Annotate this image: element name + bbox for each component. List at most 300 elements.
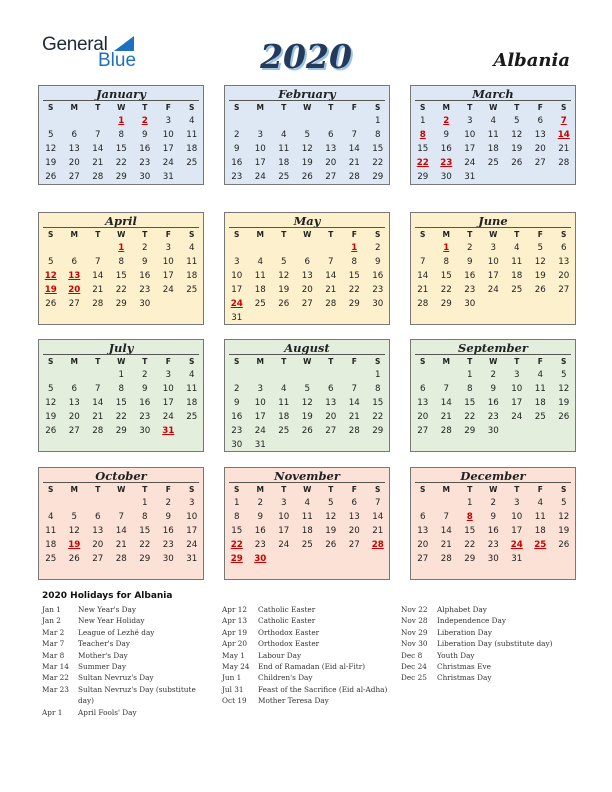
day-cell: 12 (45, 144, 57, 154)
day-cell: 18 (278, 412, 290, 422)
weekday-label: S (561, 230, 567, 239)
day-cell: 2 (141, 243, 148, 253)
day-cell: 28 (440, 426, 452, 436)
holiday-name: End of Ramadan (Eid al-Fitr) (258, 662, 366, 672)
day-cell: 13 (68, 144, 80, 154)
weekday-label: S (189, 357, 195, 366)
day-cell: 4 (537, 370, 544, 380)
holiday-entry (42, 650, 212, 661)
day-cell: 6 (419, 384, 426, 394)
holiday-day-cell: 22 (230, 540, 243, 550)
weekday-label: T (142, 357, 148, 366)
holiday-day-cell: 8 (466, 512, 473, 522)
day-cell: 10 (254, 398, 266, 408)
holiday-name: New Year Holiday (78, 616, 145, 626)
day-cell: 6 (71, 130, 78, 140)
holiday-day-cell: 8 (419, 130, 426, 140)
day-cell: 16 (231, 158, 243, 168)
day-cell: 6 (419, 512, 426, 522)
day-cell: 19 (278, 285, 290, 295)
day-cell: 28 (92, 426, 104, 436)
day-cell: 20 (417, 412, 429, 422)
weekday-label: T (328, 103, 334, 112)
day-cell: 25 (278, 426, 290, 436)
day-cell: 27 (534, 158, 546, 168)
holiday-day-cell: 29 (230, 554, 243, 564)
holiday-date: Mar 22 (42, 673, 69, 683)
day-cell: 13 (534, 130, 546, 140)
day-cell: 14 (348, 144, 360, 154)
day-cell: 16 (139, 271, 151, 281)
holiday-date: May 1 (222, 650, 245, 660)
day-cell: 25 (487, 158, 499, 168)
day-cell: 1 (141, 498, 148, 508)
weekday-label: T (328, 485, 334, 494)
day-cell: 5 (560, 498, 567, 508)
holiday-date: Nov 29 (401, 627, 428, 637)
day-cell: 28 (115, 554, 127, 564)
month-divider (43, 227, 199, 228)
day-cell: 8 (118, 384, 125, 394)
day-cell: 21 (92, 285, 104, 295)
holiday-date: Oct 19 (222, 696, 247, 706)
day-cell: 28 (92, 299, 104, 309)
day-cell: 29 (348, 299, 360, 309)
day-cell: 22 (372, 412, 384, 422)
weekday-label: T (281, 357, 287, 366)
day-cell: 25 (186, 158, 198, 168)
weekday-label: S (420, 357, 426, 366)
month-july (38, 339, 204, 452)
month-divider (415, 227, 571, 228)
day-cell: 22 (115, 285, 127, 295)
month-divider (229, 227, 385, 228)
weekday-label: F (165, 230, 171, 239)
day-cell: 6 (71, 384, 78, 394)
day-cell: 4 (188, 243, 195, 253)
weekday-label: S (561, 357, 567, 366)
day-cell: 23 (254, 540, 266, 550)
holiday-day-cell: 2 (443, 116, 450, 126)
day-cell: 15 (231, 526, 243, 536)
day-cell: 22 (115, 412, 127, 422)
day-cell: 8 (141, 512, 148, 522)
weekday-label: F (537, 230, 543, 239)
day-cell: 30 (487, 554, 499, 564)
weekday-label: F (165, 103, 171, 112)
day-cell: 19 (301, 412, 313, 422)
weekday-label: T (467, 230, 473, 239)
day-cell: 26 (301, 426, 313, 436)
day-cell: 11 (487, 130, 499, 140)
day-cell: 19 (558, 526, 570, 536)
holiday-name: Orthodox Easter (258, 627, 320, 637)
day-cell: 18 (186, 144, 198, 154)
holiday-day-cell: 30 (254, 554, 267, 564)
day-cell: 10 (162, 257, 174, 267)
day-cell: 18 (278, 158, 290, 168)
day-cell: 13 (348, 512, 360, 522)
day-cell: 23 (139, 285, 151, 295)
holiday-day-cell: 13 (68, 271, 81, 281)
holiday-date: Mar 23 (42, 684, 69, 694)
day-cell: 24 (186, 540, 198, 550)
day-cell: 2 (141, 370, 148, 380)
day-cell: 6 (327, 130, 334, 140)
month-april (38, 212, 204, 325)
day-cell: 15 (464, 526, 476, 536)
day-cell: 12 (534, 257, 546, 267)
day-cell: 19 (558, 398, 570, 408)
day-cell: 10 (254, 144, 266, 154)
day-cell: 19 (301, 158, 313, 168)
holiday-date: Apr 1 (42, 707, 63, 717)
weekday-label: S (420, 103, 426, 112)
day-cell: 28 (558, 158, 570, 168)
day-cell: 5 (280, 257, 287, 267)
weekday-label: M (442, 357, 450, 366)
day-cell: 15 (417, 144, 429, 154)
weekday-label: T (467, 103, 473, 112)
holiday-name: Labour Day (258, 650, 302, 660)
weekday-label: S (420, 485, 426, 494)
day-cell: 7 (94, 384, 101, 394)
day-cell: 20 (68, 158, 80, 168)
day-cell: 18 (186, 398, 198, 408)
month-title: June (478, 214, 508, 228)
day-cell: 14 (92, 271, 104, 281)
holiday-date: Dec 8 (401, 650, 423, 660)
day-cell: 16 (139, 144, 151, 154)
day-cell: 30 (139, 426, 151, 436)
day-cell: 7 (94, 257, 101, 267)
month-divider (415, 482, 571, 483)
day-cell: 28 (440, 554, 452, 564)
weekday-label: T (467, 485, 473, 494)
day-cell: 11 (254, 271, 266, 281)
day-cell: 19 (45, 412, 57, 422)
day-cell: 13 (325, 398, 337, 408)
holiday-date: Jan 2 (42, 616, 61, 626)
day-cell: 26 (45, 299, 57, 309)
day-cell: 22 (139, 540, 151, 550)
weekday-label: W (117, 357, 126, 366)
day-cell: 10 (231, 271, 243, 281)
holiday-date: Apr 20 (222, 639, 248, 649)
holiday-entry (401, 638, 571, 649)
day-cell: 23 (231, 426, 243, 436)
weekday-label: T (281, 103, 287, 112)
day-cell: 12 (325, 512, 337, 522)
day-cell: 12 (511, 130, 523, 140)
day-cell: 27 (92, 554, 104, 564)
holiday-day-cell: 7 (560, 116, 567, 126)
month-title: May (293, 214, 321, 228)
day-cell: 14 (92, 398, 104, 408)
day-cell: 4 (257, 257, 264, 267)
month-divider (415, 354, 571, 355)
weekday-label: T (467, 357, 473, 366)
month-divider (415, 100, 571, 101)
day-cell: 25 (186, 412, 198, 422)
day-cell: 6 (304, 257, 311, 267)
month-may (224, 212, 390, 325)
holiday-entry (222, 627, 392, 638)
day-cell: 7 (443, 512, 450, 522)
day-cell: 15 (115, 398, 127, 408)
day-cell: 20 (325, 412, 337, 422)
weekday-label: T (142, 485, 148, 494)
month-divider (229, 354, 385, 355)
day-cell: 15 (372, 144, 384, 154)
day-cell: 7 (94, 130, 101, 140)
day-cell: 6 (94, 512, 101, 522)
day-cell: 26 (511, 158, 523, 168)
day-cell: 30 (162, 554, 174, 564)
holiday-entry (401, 627, 571, 638)
month-title: September (458, 341, 528, 355)
day-cell: 18 (487, 144, 499, 154)
day-cell: 4 (47, 512, 54, 522)
weekday-label: W (303, 103, 312, 112)
day-cell: 4 (304, 498, 311, 508)
day-cell: 26 (45, 426, 57, 436)
month-divider (43, 482, 199, 483)
day-cell: 17 (254, 412, 266, 422)
day-cell: 30 (440, 172, 452, 182)
day-cell: 30 (139, 172, 151, 182)
country-title: Albania (493, 50, 570, 71)
day-cell: 28 (417, 299, 429, 309)
day-cell: 21 (372, 526, 384, 536)
day-cell: 10 (162, 384, 174, 394)
day-cell: 8 (233, 512, 240, 522)
day-cell: 30 (464, 299, 476, 309)
day-cell: 25 (301, 540, 313, 550)
day-cell: 13 (92, 526, 104, 536)
day-cell: 25 (534, 412, 546, 422)
weekday-label: S (234, 230, 240, 239)
holiday-name: Feast of the Sacrifice (Eid al-Adha) (258, 684, 388, 694)
day-cell: 1 (466, 370, 473, 380)
day-cell: 13 (301, 271, 313, 281)
weekday-label: S (48, 485, 54, 494)
day-cell: 19 (45, 158, 57, 168)
day-cell: 31 (254, 440, 266, 450)
month-january (38, 85, 204, 185)
weekday-label: S (561, 485, 567, 494)
day-cell: 21 (440, 540, 452, 550)
day-cell: 20 (417, 540, 429, 550)
day-cell: 5 (327, 498, 334, 508)
day-cell: 30 (372, 299, 384, 309)
weekday-label: W (489, 485, 498, 494)
weekday-label: M (256, 230, 264, 239)
day-cell: 9 (165, 512, 172, 522)
holiday-entry (42, 638, 212, 649)
day-cell: 27 (417, 554, 429, 564)
day-cell: 12 (45, 398, 57, 408)
holiday-day-cell: 1 (118, 116, 125, 126)
day-cell: 11 (186, 130, 198, 140)
weekday-label: F (351, 357, 357, 366)
day-cell: 21 (417, 285, 429, 295)
day-cell: 3 (513, 370, 520, 380)
weekday-label: F (537, 357, 543, 366)
month-divider (229, 100, 385, 101)
weekday-label: F (165, 485, 171, 494)
day-cell: 17 (511, 398, 523, 408)
day-cell: 2 (165, 498, 172, 508)
day-cell: 16 (487, 398, 499, 408)
day-cell: 1 (118, 370, 125, 380)
day-cell: 16 (487, 526, 499, 536)
day-cell: 23 (487, 540, 499, 550)
day-cell: 16 (254, 526, 266, 536)
holiday-name: Sultan Nevruz's Day (78, 673, 154, 683)
day-cell: 27 (558, 285, 570, 295)
day-cell: 30 (231, 440, 243, 450)
day-cell: 8 (466, 384, 473, 394)
day-cell: 2 (490, 370, 497, 380)
holiday-date: Dec 24 (401, 662, 427, 672)
month-title: December (460, 469, 526, 483)
weekday-label: S (420, 230, 426, 239)
day-cell: 26 (45, 172, 57, 182)
weekday-label: S (234, 357, 240, 366)
holiday-name: New Year's Day (78, 605, 137, 614)
day-cell: 23 (372, 285, 384, 295)
day-cell: 26 (534, 285, 546, 295)
holiday-column (42, 604, 212, 718)
day-cell: 31 (464, 172, 476, 182)
day-cell: 31 (186, 554, 198, 564)
holiday-entry (401, 650, 571, 661)
day-cell: 7 (419, 257, 426, 267)
day-cell: 11 (301, 512, 313, 522)
day-cell: 8 (118, 130, 125, 140)
day-cell: 12 (68, 526, 80, 536)
day-cell: 14 (115, 526, 127, 536)
day-cell: 13 (417, 526, 429, 536)
day-cell: 9 (374, 257, 381, 267)
day-cell: 20 (558, 271, 570, 281)
day-cell: 10 (162, 130, 174, 140)
day-cell: 20 (534, 144, 546, 154)
day-cell: 2 (233, 130, 240, 140)
day-cell: 18 (301, 526, 313, 536)
day-cell: 9 (141, 384, 148, 394)
day-cell: 17 (278, 526, 290, 536)
day-cell: 7 (374, 498, 381, 508)
weekday-label: S (375, 230, 381, 239)
day-cell: 14 (372, 512, 384, 522)
day-cell: 27 (325, 426, 337, 436)
weekday-label: S (48, 103, 54, 112)
holiday-name: Alphabet Day (437, 605, 487, 614)
day-cell: 29 (440, 299, 452, 309)
holiday-date: Mar 2 (42, 627, 65, 637)
holiday-day-cell: 28 (371, 540, 384, 550)
holiday-date: Nov 30 (401, 639, 428, 649)
day-cell: 29 (372, 426, 384, 436)
day-cell: 11 (511, 257, 523, 267)
holiday-name: Mother's Day (78, 650, 128, 660)
holiday-entry (401, 604, 571, 615)
day-cell: 26 (68, 554, 80, 564)
weekday-label: T (281, 485, 287, 494)
day-cell: 6 (560, 243, 567, 253)
holiday-date: Jun 1 (222, 673, 242, 683)
day-cell: 9 (141, 257, 148, 267)
day-cell: 7 (443, 384, 450, 394)
month-september (410, 339, 576, 452)
day-cell: 29 (464, 554, 476, 564)
day-cell: 18 (511, 271, 523, 281)
day-cell: 9 (257, 512, 264, 522)
day-cell: 25 (511, 285, 523, 295)
weekday-label: T (95, 230, 101, 239)
day-cell: 20 (348, 526, 360, 536)
day-cell: 21 (325, 285, 337, 295)
day-cell: 14 (325, 271, 337, 281)
holiday-day-cell: 12 (44, 271, 57, 281)
day-cell: 15 (115, 144, 127, 154)
day-cell: 7 (351, 384, 358, 394)
weekday-label: M (256, 103, 264, 112)
holiday-entry (42, 661, 212, 672)
holiday-date: Nov 28 (401, 616, 428, 626)
day-cell: 3 (466, 116, 473, 126)
holiday-entry (42, 684, 212, 707)
day-cell: 4 (188, 370, 195, 380)
day-cell: 29 (115, 426, 127, 436)
weekday-label: W (117, 485, 126, 494)
day-cell: 2 (466, 243, 473, 253)
weekday-label: F (165, 357, 171, 366)
holiday-name: Children's Day (258, 673, 313, 683)
day-cell: 29 (115, 299, 127, 309)
day-cell: 10 (511, 384, 523, 394)
day-cell: 23 (162, 540, 174, 550)
holiday-day-cell: 19 (44, 285, 57, 295)
holiday-date: Nov 22 (401, 605, 428, 614)
holiday-entry (42, 627, 212, 638)
month-title: April (105, 214, 137, 228)
day-cell: 9 (233, 398, 240, 408)
day-cell: 16 (464, 271, 476, 281)
day-cell: 7 (327, 257, 334, 267)
day-cell: 15 (348, 271, 360, 281)
weekday-label: T (95, 357, 101, 366)
day-cell: 21 (92, 412, 104, 422)
day-cell: 26 (558, 540, 570, 550)
month-title: January (96, 87, 146, 101)
weekday-label: W (303, 230, 312, 239)
holiday-day-cell: 24 (230, 299, 243, 309)
holiday-name: Christmas Day (437, 673, 492, 683)
weekday-label: S (189, 230, 195, 239)
year-title: 2020 (260, 37, 352, 76)
holiday-entry (222, 672, 392, 683)
weekday-label: W (489, 357, 498, 366)
day-cell: 3 (257, 384, 264, 394)
weekday-label: S (234, 485, 240, 494)
holiday-day-cell: 14 (557, 130, 570, 140)
day-cell: 30 (139, 299, 151, 309)
day-cell: 27 (68, 299, 80, 309)
holiday-day-cell: 24 (510, 540, 523, 550)
